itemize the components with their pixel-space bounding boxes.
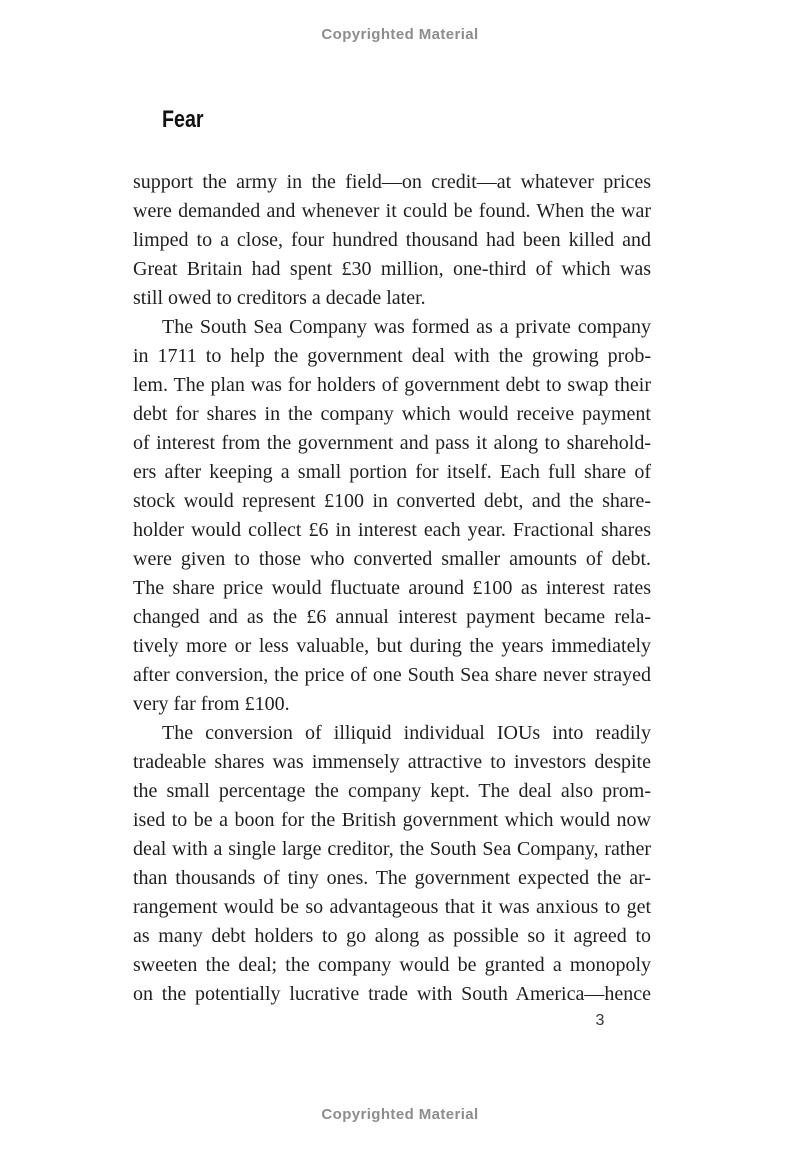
text-line: rangement would be so advantageous that it was anxious to get	[133, 896, 651, 918]
text-line: sweeten the deal; the company would be granted a monopoly	[133, 954, 651, 976]
text-line: ers after keeping a small portion for itself. Each full share of	[133, 461, 651, 483]
text-line: of interest from the government and pass it along to sharehold-	[133, 432, 651, 454]
text-line: lem. The plan was for holders of government debt to swap their	[133, 374, 651, 396]
text-line: support the army in the field—on credit—at whatever prices	[133, 171, 651, 193]
copyright-notice-bottom: Copyrighted Material	[321, 1106, 479, 1123]
text-line: The South Sea Company was formed as a private company	[162, 316, 651, 338]
text-line: changed and as the £6 annual interest payment became rela-	[133, 606, 651, 628]
text-line: on the potentially lucrative trade with South America—hence	[133, 983, 651, 1005]
text-line: stock would represent £100 in converted debt, and the share-	[133, 490, 651, 512]
paragraph	[133, 313, 651, 719]
text-line: debt for shares in the company which would receive payment	[133, 403, 651, 425]
text-line: were given to those who converted smaller amounts of debt.	[133, 548, 651, 570]
chapter-header: Fear	[162, 106, 204, 133]
text-line: The share price would fluctuate around £100 as interest rates	[133, 577, 651, 599]
text-line: than thousands of tiny ones. The government expected the ar-	[133, 867, 651, 889]
text-line: tively more or less valuable, but during the years immediately	[133, 635, 651, 657]
page-number: 3	[595, 1012, 605, 1029]
copyright-notice-top: Copyrighted Material	[321, 26, 479, 43]
body-text	[133, 168, 651, 1009]
text-line: very far from £100.	[133, 693, 290, 715]
text-line: still owed to creditors a decade later.	[133, 287, 426, 309]
text-line: after conversion, the price of one South Sea share never strayed	[133, 664, 651, 686]
paragraph	[133, 168, 651, 313]
text-line: The conversion of illiquid individual IOUs into readily	[162, 722, 651, 744]
text-line: were demanded and whenever it could be found. When the war	[133, 200, 651, 222]
paragraph	[133, 719, 651, 1009]
text-line: Great Britain had spent £30 million, one-third of which was	[133, 258, 651, 280]
text-line: in 1711 to help the government deal with the growing prob-	[133, 345, 651, 367]
text-line: tradeable shares was immensely attractive to investors despite	[133, 751, 651, 773]
text-line: deal with a single large creditor, the South Sea Company, rather	[133, 838, 651, 860]
text-line: limped to a close, four hundred thousand had been killed and	[133, 229, 651, 251]
text-line: the small percentage the company kept. The deal also prom-	[133, 780, 651, 802]
text-line: holder would collect £6 in interest each year. Fractional shares	[133, 519, 651, 541]
text-line: ised to be a boon for the British government which would now	[133, 809, 651, 831]
text-line: as many debt holders to go along as possible so it agreed to	[133, 925, 651, 947]
